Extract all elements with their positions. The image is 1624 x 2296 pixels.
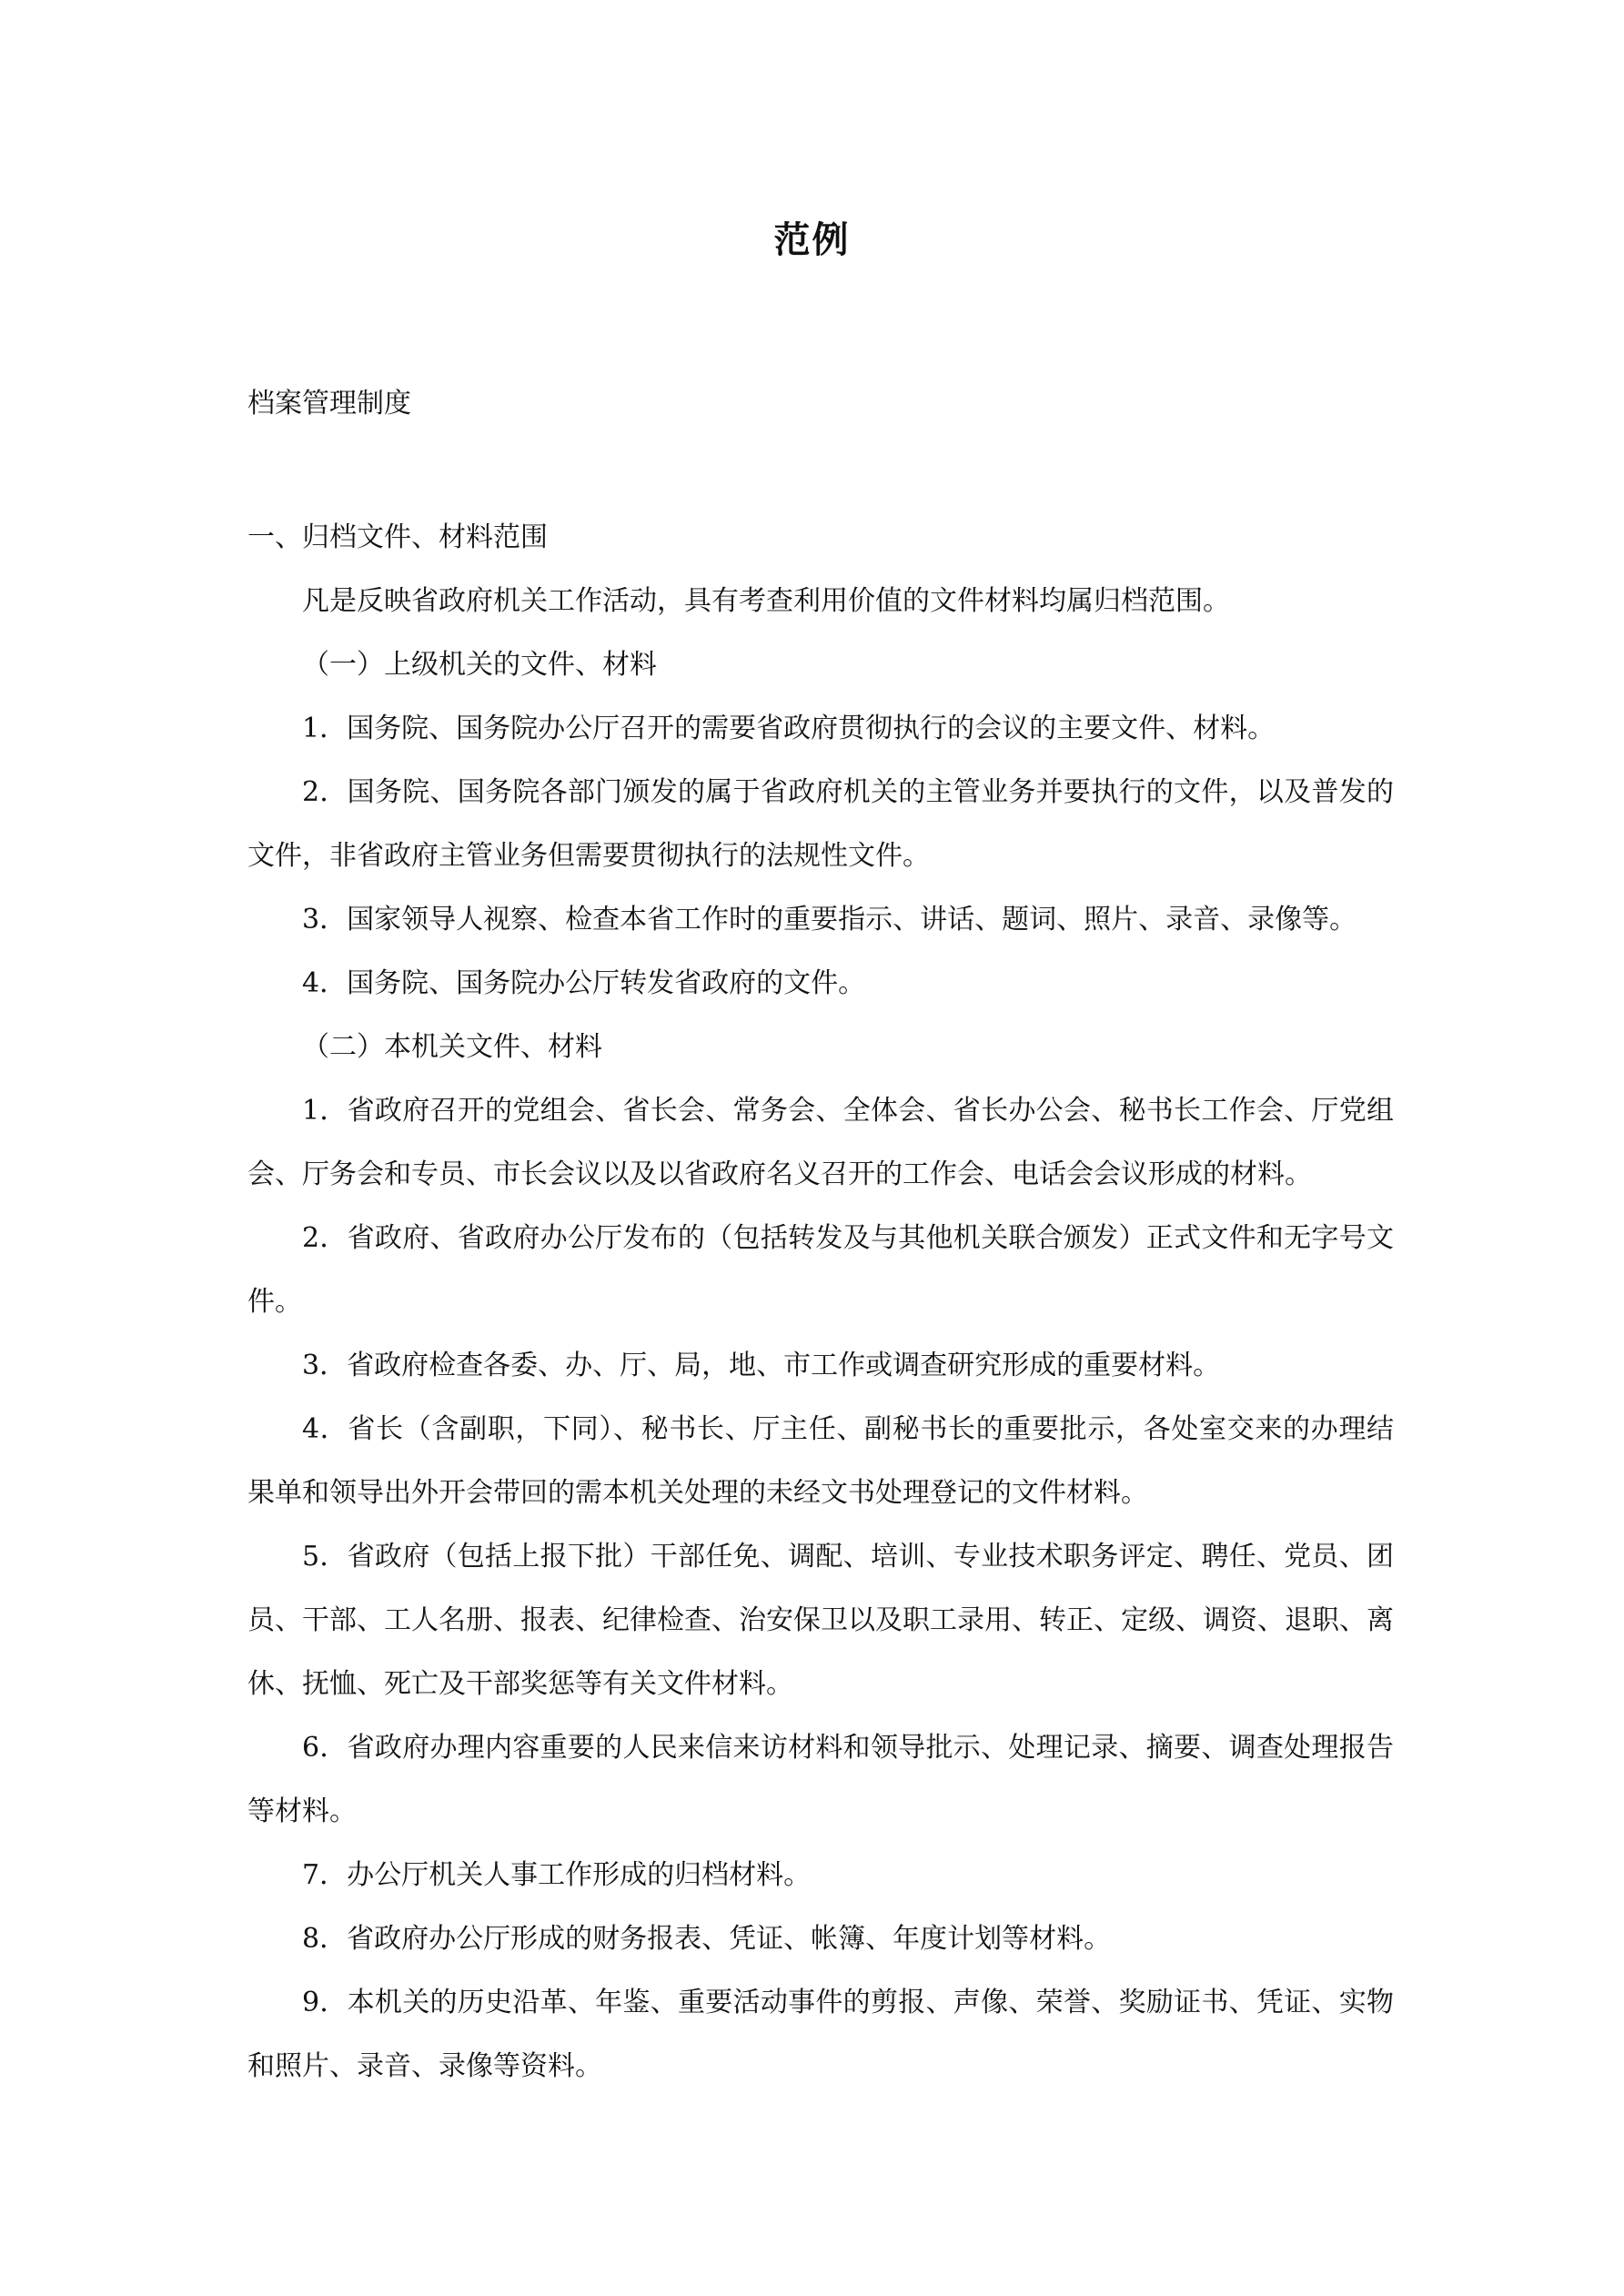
paragraph: 凡是反映省政府机关工作活动，具有考查利用价值的文件材料均属归档范围。 xyxy=(302,585,1230,617)
list-item: 1．国务院、国务院办公厅召开的需要省政府贯彻执行的会议的主要文件、材料。 xyxy=(302,713,1276,744)
list-item: 3．国家领导人视察、检查本省工作时的重要指示、讲话、题词、照片、录音、录像等。 xyxy=(302,904,1357,936)
section-heading: 一、归档文件、材料范围 xyxy=(247,521,548,553)
list-item: 6．省政府办理内容重要的人民来信来访材料和领导批示、处理记录、摘要、调查处理报告等材料。 xyxy=(247,1732,1394,1827)
list-item: 9．本机关的历史沿革、年鉴、重要活动事件的剪报、声像、荣誉、奖励证书、凭证、实物和照片、录音、录像等资料。 xyxy=(247,1987,1394,2082)
subsection-heading: （一）上级机关的文件、材料 xyxy=(302,649,657,681)
list-item: 7．办公厅机关人事工作形成的归档材料。 xyxy=(302,1859,812,1891)
list-item: 2．省政府、省政府办公厅发布的（包括转发及与其他机关联合颁发）正式文件和无字号文件。 xyxy=(247,1222,1394,1318)
list-item: 1．省政府召开的党组会、省长会、常务会、全体会、省长办公会、秘书长工作会、厅党组会、厅务会和专员、市长会议以及以省政府名义召开的工作会、电话会会议形成的材料。 xyxy=(247,1095,1394,1190)
document-body xyxy=(247,506,1394,2099)
list-item: 2．国务院、国务院各部门颁发的属于省政府机关的主管业务并要执行的文件，以及普发的文件，非省政府主管业务但需要贯彻执行的法规性文件。 xyxy=(247,776,1394,872)
list-item: 8．省政府办公厅形成的财务报表、凭证、帐簿、年度计划等材料。 xyxy=(302,1923,1112,1955)
list-item: 5．省政府（包括上报下批）干部任免、调配、培训、专业技术职务评定、聘任、党员、团员、干部、工人名册、报表、纪律检查、治安保卫以及职工录用、转正、定级、调资、退职、离休、抚恤、死亡及干部奖惩等有关文件材料。 xyxy=(247,1541,1394,1700)
subsection-heading: （二）本机关文件、材料 xyxy=(302,1031,602,1063)
page-title: 范例 xyxy=(773,219,851,261)
document-subtitle: 档案管理制度 xyxy=(247,388,411,420)
list-item: 4．省长（含副职，下同）、秘书长、厅主任、副秘书长的重要批示，各处室交来的办理结果单和领导出外开会带回的需本机关处理的未经文书处理登记的文件材料。 xyxy=(247,1413,1394,1509)
list-item: 3．省政府检查各委、办、厅、局，地、市工作或调查研究形成的重要材料。 xyxy=(302,1350,1221,1381)
list-item: 4．国务院、国务院办公厅转发省政府的文件。 xyxy=(302,967,866,999)
